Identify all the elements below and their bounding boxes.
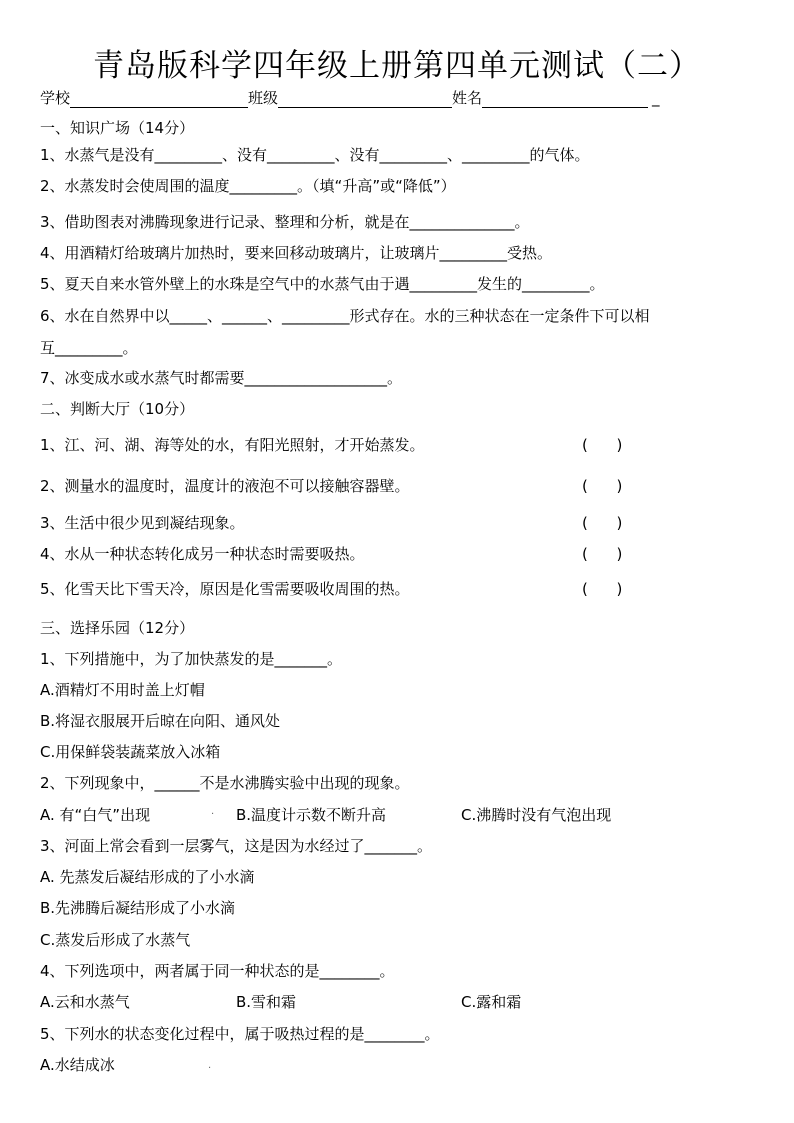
option-a: A. 先蒸发后凝结形成的了小水滴 bbox=[40, 868, 255, 886]
section2-question-1: 1、江、河、湖、海等处的水，有阳光照射，才开始蒸发。 bbox=[40, 436, 425, 454]
section1-question-4: 4、用酒精灯给玻璃片加热时，要来回移动玻璃片，让玻璃片_________受热。 bbox=[40, 244, 553, 262]
section2-heading: 二、判断大厅（10分） bbox=[40, 400, 195, 418]
section1-question-3: 3、借助图表对沸腾现象进行记录、整理和分析，就是在______________。 bbox=[40, 213, 530, 231]
section2-question-4: 4、水从一种状态转化成另一种状态时需要吸热。 bbox=[40, 545, 365, 563]
answer-parentheses: ( ) bbox=[582, 580, 623, 598]
stray-mark: · bbox=[211, 809, 215, 820]
section1-question-6-line-2: 互_________。 bbox=[40, 339, 138, 357]
section2-question-5: 5、化雪天比下雪天冷，原因是化雪需要吸收周围的热。 bbox=[40, 580, 410, 598]
section1-question-6-line-1: 6、水在自然界中以_____、______、_________形式存在。水的三种状态在一定条件下可以相 bbox=[40, 307, 650, 325]
section3-heading: 三、选择乐园（12分） bbox=[40, 619, 195, 637]
name-blank bbox=[482, 91, 648, 108]
class-label: 班级 bbox=[248, 89, 279, 107]
class-blank bbox=[278, 91, 452, 108]
school-label: 学校 bbox=[40, 89, 71, 107]
option-a: A.酒精灯不用时盖上灯帽 bbox=[40, 681, 205, 699]
option-b: B.雪和霜 bbox=[236, 993, 297, 1011]
section3-question-3: 3、河面上常会看到一层雾气，这是因为水经过了_______。 bbox=[40, 837, 433, 855]
student-info-row bbox=[40, 88, 660, 108]
stray-mark: · bbox=[208, 1063, 212, 1074]
answer-parentheses: ( ) bbox=[582, 436, 623, 454]
option-c: C.露和霜 bbox=[461, 993, 522, 1011]
section3-question-2: 2、下列现象中，______不是水沸腾实验中出现的现象。 bbox=[40, 774, 410, 792]
school-blank bbox=[70, 91, 248, 108]
section2-question-2: 2、测量水的温度时，温度计的液泡不可以接触容器壁。 bbox=[40, 477, 410, 495]
section1-question-7: 7、冰变成水或水蒸气时都需要___________________。 bbox=[40, 369, 403, 387]
answer-parentheses: ( ) bbox=[582, 514, 623, 532]
option-a: A.水结成冰 bbox=[40, 1056, 115, 1074]
option-b: B.温度计示数不断升高 bbox=[236, 806, 387, 824]
section1-question-5: 5、夏天自来水管外壁上的水珠是空气中的水蒸气由于遇_________发生的_________。 bbox=[40, 275, 605, 293]
option-c: C.蒸发后形成了水蒸气 bbox=[40, 931, 191, 949]
answer-parentheses: ( ) bbox=[582, 545, 623, 563]
option-a: A.云和水蒸气 bbox=[40, 993, 130, 1011]
section1-question-2: 2、水蒸发时会使周围的温度_________。（填“升高”或“降低”） bbox=[40, 177, 456, 195]
info-tail: _ bbox=[652, 89, 660, 107]
page-title: 青岛版科学四年级上册第四单元测试（二） bbox=[93, 48, 701, 84]
section3-question-1: 1、下列措施中，为了加快蒸发的是_______。 bbox=[40, 650, 343, 668]
option-c: C.沸腾时没有气泡出现 bbox=[461, 806, 612, 824]
answer-parentheses: ( ) bbox=[582, 477, 623, 495]
option-c: C.用保鲜袋装蔬菜放入冰箱 bbox=[40, 743, 221, 761]
section2-question-3: 3、生活中很少见到凝结现象。 bbox=[40, 514, 245, 532]
section1-heading: 一、知识广场（14分） bbox=[40, 119, 195, 137]
option-b: B.将湿衣服展开后晾在向阳、通风处 bbox=[40, 712, 281, 730]
section3-question-4: 4、下列选项中，两者属于同一种状态的是________。 bbox=[40, 962, 395, 980]
section3-question-5: 5、下列水的状态变化过程中，属于吸热过程的是________。 bbox=[40, 1025, 440, 1043]
option-b: B.先沸腾后凝结形成了小水滴 bbox=[40, 899, 236, 917]
section1-question-1: 1、水蒸气是没有_________、没有_________、没有_________、_________的气体。 bbox=[40, 146, 590, 164]
option-a: A. 有“白气”出现 bbox=[40, 806, 151, 824]
name-label: 姓名 bbox=[452, 89, 483, 107]
